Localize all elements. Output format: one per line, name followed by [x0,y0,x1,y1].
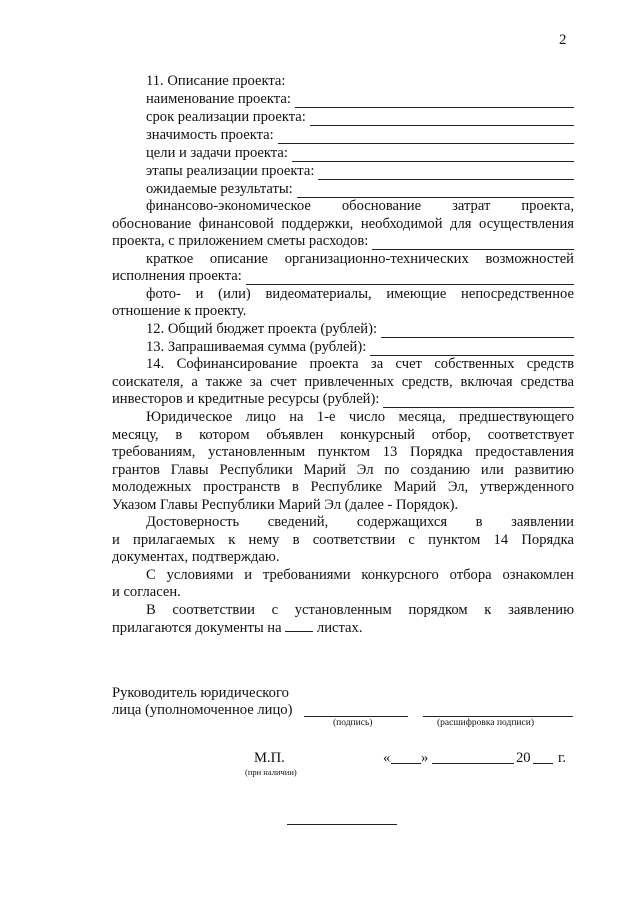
page-number: 2 [559,32,567,48]
attachments-line-2 [112,619,574,637]
date-month-blank[interactable] [432,763,514,764]
fin-justification-field[interactable] [112,233,574,250]
section-11-title: 11. Описание проекта: [146,73,286,89]
fin-justification-blank[interactable] [372,237,574,250]
total-budget-label: 12. Общий бюджет проекта (рублей): [146,321,378,337]
closing-separator-line [287,824,397,825]
project-stages-label: этапы реализации проекта: [146,163,315,179]
agreement-line-1: С условиями и требованиями конкурсного отбора ознакомлен [146,567,574,583]
signatory-title-line-2: лица (уполномоченное лицо) [112,702,293,718]
attachments-label: прилагаются документы на [112,620,282,636]
date-year-suffix: г. [558,750,566,766]
org-capabilities-field[interactable] [112,268,574,285]
signature-decoding-line[interactable] [423,716,573,717]
total-budget-blank[interactable] [381,325,574,338]
reliability-line-2: и прилагаемых к нему в соответствии с пунктом 14 Порядка [112,532,574,548]
signature-decoding-caption: (расшифровка подписи) [437,718,534,728]
legal-entity-line-4: грантов Главы Республики Марий Эл по созданию или развитию [112,462,574,478]
project-significance-label: значимость проекта: [146,127,274,143]
attachments-sheets-word: листах. [316,620,363,636]
legal-entity-line-3: требованиям, установленным пунктом 13 Порядка предоставления [112,444,574,460]
cofinancing-label: инвесторов и кредитные ресурсы (рублей): [112,391,380,407]
org-capabilities-line-1: краткое описание организационно-технических возможностей [146,251,574,267]
cofinancing-blank[interactable] [383,395,574,408]
date-day-blank[interactable] [391,763,421,764]
date-year-blank[interactable] [533,763,553,764]
project-results-blank[interactable] [297,185,574,198]
project-stages-field[interactable] [146,163,574,180]
project-term-blank[interactable] [310,113,574,126]
date-close-quote: » [421,750,429,766]
project-name-blank[interactable] [295,95,574,108]
fin-justification-line-2: обоснование финансовой поддержки, необходимой для осуществления [112,216,574,232]
project-name-field[interactable] [146,91,574,108]
org-capabilities-label: исполнения проекта: [112,268,242,284]
legal-entity-line-2: месяцу, в котором объявлен конкурсный отбор, соответствует [112,427,574,443]
agreement-line-2: и согласен. [112,584,181,600]
signature-caption: (подпись) [333,718,373,728]
org-capabilities-blank[interactable] [246,272,574,285]
photo-materials-line-1: фото- и (или) видеоматериалы, имеющие непосредственное [146,286,574,302]
project-term-label: срок реализации проекта: [146,109,306,125]
cofinancing-line-1: 14. Софинансирование проекта за счет собственных средств [146,356,574,372]
cofinancing-field[interactable] [112,391,574,408]
stamp-label: М.П. [254,750,285,766]
legal-entity-line-6: Указом Главы Республики Марий Эл (далее - Порядок). [112,497,459,513]
project-results-field[interactable] [146,181,574,198]
photo-materials-line-2: отношение к проекту. [112,303,247,319]
fin-justification-label: проекта, с приложением сметы расходов: [112,233,369,249]
project-name-label: наименование проекта: [146,91,291,107]
reliability-line-3: документах, подтверждаю. [112,549,280,565]
project-stages-blank[interactable] [318,167,574,180]
project-goals-blank[interactable] [292,149,574,162]
cofinancing-line-2: соискателя, а также за счет привлеченных средств, включая средства [112,374,574,390]
total-budget-field[interactable] [146,321,574,338]
stamp-caption: (при наличии) [245,767,297,777]
reliability-line-1: Достоверность сведений, содержащихся в заявлении [146,514,574,530]
requested-amount-blank[interactable] [370,343,574,356]
project-significance-blank[interactable] [278,131,574,144]
project-goals-field[interactable] [146,145,574,162]
attachments-line-1: В соответствии с установленным порядком к заявлению [146,602,574,618]
project-results-label: ожидаемые результаты: [146,181,293,197]
requested-amount-label: 13. Запрашиваемая сумма (рублей): [146,339,367,355]
legal-entity-line-1: Юридическое лицо на 1-е число месяца, предшествующего [146,409,574,425]
project-term-field[interactable] [146,109,574,126]
sheet-count-blank[interactable] [285,619,313,632]
signatory-title-line-1: Руководитель юридического [112,685,289,701]
project-significance-field[interactable] [146,127,574,144]
requested-amount-field[interactable] [146,339,574,356]
date-open-quote: « [383,750,391,766]
fin-justification-line-1: финансово-экономическое обоснование затрат проекта, [146,198,574,214]
project-goals-label: цели и задачи проекта: [146,145,288,161]
legal-entity-line-5: молодежных пространств в Республике Марий Эл, утвержденного [112,479,574,495]
date-year-prefix: 20 [516,750,531,766]
signature-line[interactable] [304,716,408,717]
